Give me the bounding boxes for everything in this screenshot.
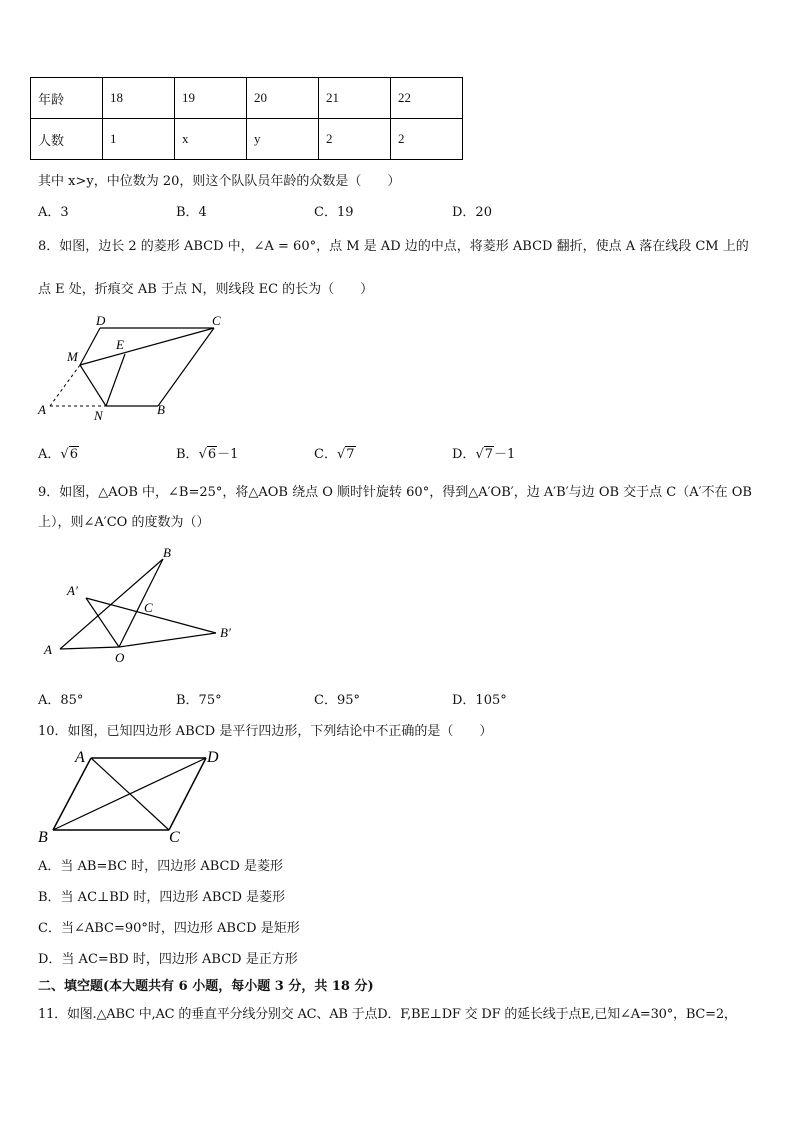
q10-option-c: C．当∠ABC=90°时，四边形 ABCD 是矩形 — [38, 921, 300, 936]
q10-text: 10．如图，已知四边形 ABCD 是平行四边形，下列结论中不正确的是（ ） — [38, 724, 493, 739]
radicand: 7 — [346, 447, 355, 462]
table-cell: 1 — [103, 119, 175, 160]
q11-text: 11．如图.△ABC 中,AC 的垂直平分线分别交 AC、AB 于点D．F,BE⊥DF 交 DF 的延长线于点E,已知∠A=30°，BC=2， — [38, 1007, 737, 1022]
label-b-prime: B′ — [220, 625, 231, 640]
q7-option-b: B．4 — [176, 205, 207, 220]
table-cell: 2 — [391, 119, 463, 160]
q8-rhombus-figure — [30, 310, 230, 425]
q9-option-a: A．85° — [38, 693, 84, 708]
option-letter: D． — [452, 447, 476, 462]
label-c: C — [169, 829, 180, 845]
q8-option-a — [38, 443, 79, 462]
q8-line2: 点 E 处，折痕交 AB 于点 N，则线段 EC 的长为（ ） — [38, 282, 374, 297]
q10-option-a: A．当 AB=BC 时，四边形 ABCD 是菱形 — [38, 859, 284, 874]
label-c: C — [212, 313, 221, 328]
q9-line2: 上），则∠A′CO 的度数为（） — [38, 515, 210, 530]
table-row — [31, 119, 463, 160]
option-letter: B． — [176, 447, 199, 462]
table-cell: x — [175, 119, 247, 160]
q9-option-c: C．95° — [314, 693, 360, 708]
sqrt-symbol: √7 — [336, 447, 355, 462]
table-cell: 19 — [175, 78, 247, 119]
table-cell: y — [247, 119, 319, 160]
table-cell: 21 — [319, 78, 391, 119]
label-a-prime: A′ — [67, 583, 78, 598]
option-suffix: －1 — [494, 447, 516, 462]
table-cell: 22 — [391, 78, 463, 119]
sqrt-symbol: √7 — [475, 447, 494, 462]
label-a: A — [44, 642, 52, 657]
label-n: N — [94, 408, 103, 423]
label-d: D — [96, 313, 106, 328]
radicand: 6 — [69, 447, 78, 462]
q7-text: 其中 x>y，中位数为 20，则这个队队员年龄的众数是（ ） — [38, 174, 401, 189]
age-table — [30, 77, 463, 160]
label-e: E — [116, 337, 124, 352]
label-m: M — [67, 349, 78, 364]
label-o: O — [115, 650, 125, 665]
radicand: 6 — [207, 447, 217, 462]
radicand: 7 — [484, 447, 494, 462]
option-suffix: －1 — [217, 447, 239, 462]
label-d: D — [207, 749, 219, 766]
q10-option-b: B．当 AC⊥BD 时，四边形 ABCD 是菱形 — [38, 890, 286, 905]
table-cell: 18 — [103, 78, 175, 119]
q8-line1: 8．如图，边长 2 的菱形 ABCD 中，∠A = 60°，点 M 是 AD 边的中点，将菱形 ABCD 翻折，使点 A 落在线段 CM 上的 — [38, 239, 749, 254]
q10-parallelogram-figure — [35, 745, 235, 845]
q7-option-d: D．20 — [452, 205, 492, 220]
table-cell: 20 — [247, 78, 319, 119]
table-cell: 年龄 — [31, 78, 103, 119]
label-b: B — [157, 402, 165, 417]
section-heading: 二、填空题(本大题共有 6 小题，每小题 3 分，共 18 分) — [38, 979, 374, 994]
option-letter: C． — [314, 447, 337, 462]
table-cell: 人数 — [31, 119, 103, 160]
label-a: A — [38, 402, 46, 417]
q7-option-c: C．19 — [314, 205, 354, 220]
q8-option-c — [314, 443, 356, 462]
table-cell: 2 — [319, 119, 391, 160]
label-c: C — [144, 600, 153, 615]
label-b: B — [38, 829, 48, 845]
label-a: A — [75, 749, 85, 766]
q9-option-d: D．105° — [452, 693, 507, 708]
sqrt-symbol: √6 — [60, 447, 78, 462]
q8-option-b — [176, 443, 238, 462]
q7-option-a: A．3 — [38, 205, 69, 220]
q10-option-d: D．当 AC=BD 时，四边形 ABCD 是正方形 — [38, 952, 298, 967]
q8-option-d — [452, 443, 515, 462]
option-letter: A． — [38, 447, 61, 462]
table-row — [31, 78, 463, 119]
q9-option-b: B．75° — [176, 693, 222, 708]
label-b: B — [163, 545, 171, 560]
q9-rotation-figure — [40, 545, 250, 665]
sqrt-symbol: √6 — [198, 447, 217, 462]
q9-line1: 9．如图，△AOB 中，∠B=25°，将△AOB 绕点 O 顺时针旋转 60°，得到△A′OB′，边 A′B′与边 OB 交于点 C（A′不在 OB — [38, 485, 752, 500]
